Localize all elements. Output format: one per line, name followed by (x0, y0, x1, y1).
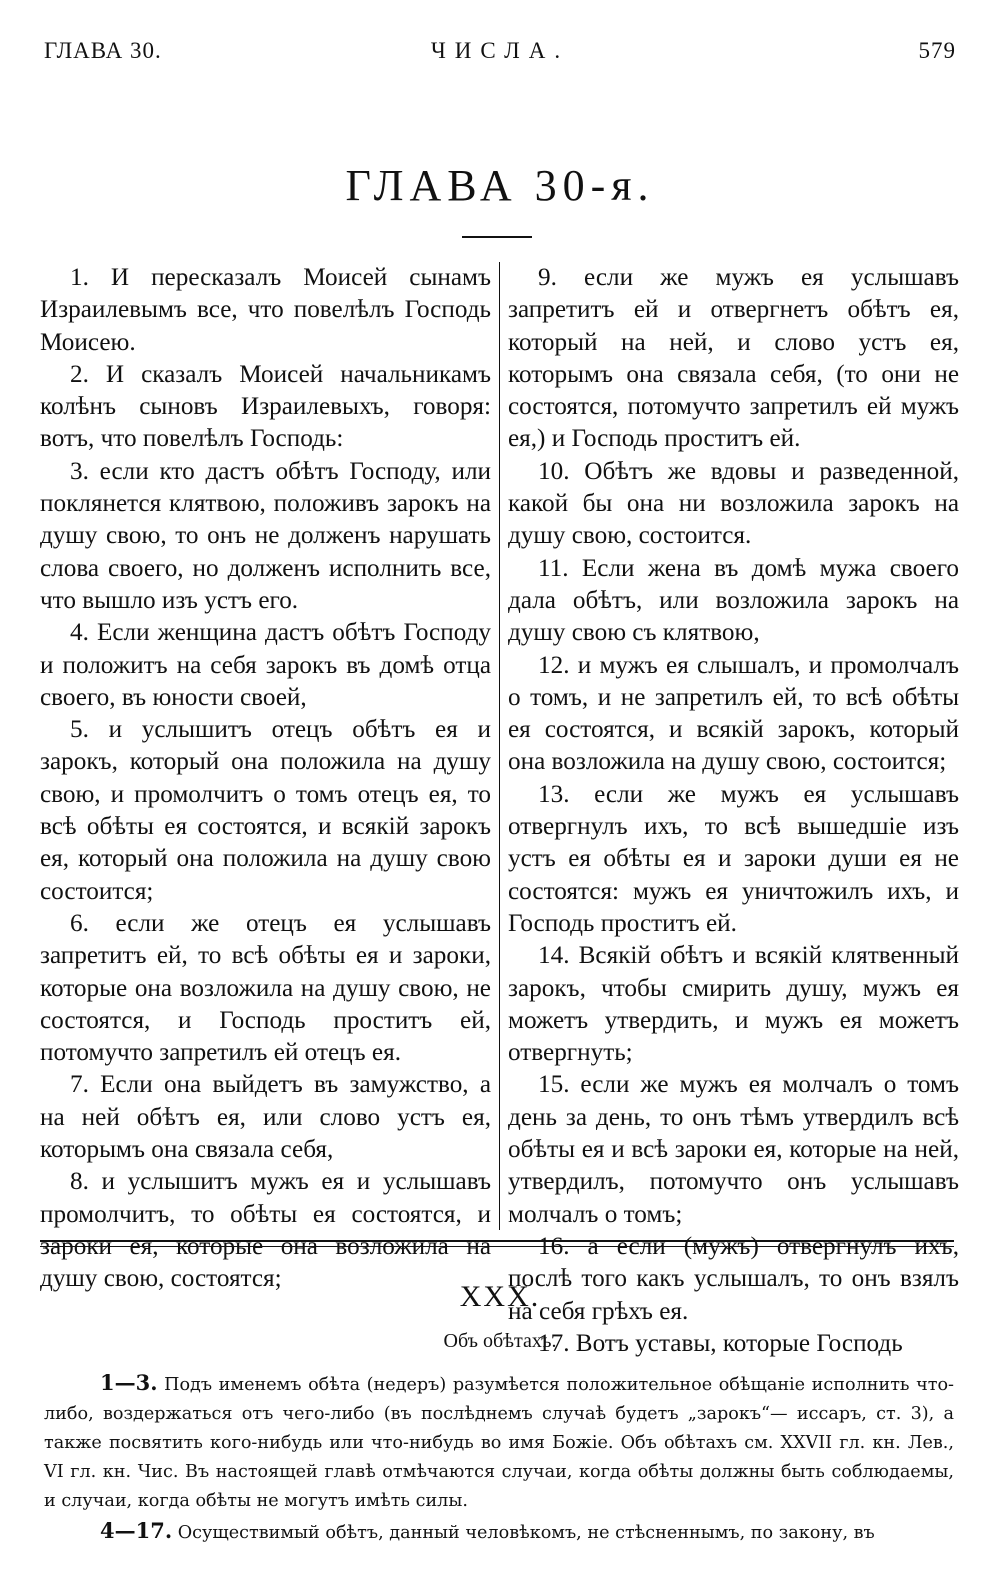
footnote-rule (40, 1240, 954, 1242)
commentary-subheading: Объ обѣтахъ. (443, 1330, 557, 1352)
commentary-body (44, 1368, 954, 1548)
verse-12: 12. и мужъ ея слышалъ, и промолчалъ о томъ, и не запретилъ ей, то всѣ обѣты ея состоятся, и всякій зарокъ, который она возложила на душу свою, состоится; (508, 651, 959, 776)
verse-3: 3. если кто дастъ обѣтъ Господу, или поклянется клятвою, положивъ зарокъ на душу свою, то онъ не долженъ нарушать слова своего, но долженъ исполнить все, что вышло изъ устъ его. (40, 457, 491, 614)
running-head (44, 38, 956, 68)
page-number: 579 (918, 38, 956, 63)
verse-17: 17. Вотъ уставы, которые Господь (538, 1329, 903, 1357)
running-head-chapter: ГЛАВА 30. (44, 38, 162, 63)
verse-11: 11. Если жена въ домѣ мужа своего дала обѣтъ, или возложила зарокъ на душу свою съ клятвою, (508, 554, 959, 647)
verse-7: 7. Если она выйдетъ въ замужство, а на ней обѣтъ ея, или слово устъ ея, которымъ она связала себя, (40, 1071, 491, 1164)
verse-column-right (508, 262, 959, 1360)
verse-1: 1. И пересказалъ Моисей сынамъ Израилевымъ все, что повелѣлъ Господь Моисею. (40, 264, 491, 356)
commentary-heading: XXX. (459, 1280, 541, 1313)
commentary-text: Подъ именемъ обѣта (недеръ) разумѣется положительное обѣщаніе исполнить что-либо, воздержаться отъ чего-либо (въ послѣднемъ случаѣ будетъ „зарокъ“— иссаръ, ст. 3), а также посвятить кого-нибудь или что-нибудь во имя Божіе. Объ обѣтахъ см. XXVII гл. кн. Лев., VI гл. кн. Чис. Въ настоящей главѣ отмѣчаются случаи, когда обѣты должны быть соблюдаемы, и случаи, когда обѣты не могутъ имѣть силы. (44, 1375, 954, 1511)
verse-10: 10. Обѣтъ же вдовы и разведенной, какой бы она ни возложила зарокъ на душу свою, состоится. (508, 457, 959, 550)
commentary-ref: 4—17. (100, 1518, 173, 1543)
verse-column-left (40, 262, 491, 1296)
commentary-ref: 1—3. (100, 1370, 158, 1395)
commentary-text: Осуществимый обѣтъ, данный человѣкомъ, не стѣсненнымъ, по закону, въ (177, 1523, 875, 1543)
chapter-title: ГЛАВА 30-я. (345, 161, 655, 210)
commentary-paragraph (44, 1368, 954, 1516)
verse-8: 8. и услышитъ мужъ ея и услышавъ промолчитъ, то обѣты ея состоятся, и зароки ея, которые она возложила на душу свою, состоятся; (40, 1168, 491, 1293)
verse-16: 16. а если (мужъ) отвергнулъ ихъ, послѣ того какъ услышалъ, то онъ взялъ на себя грѣхъ ея. (508, 1232, 959, 1325)
footnote-rule-thin (40, 1246, 954, 1247)
verse-5: 5. и услышитъ отецъ обѣтъ ея и зарокъ, который она положила на душу свою, и промолчитъ о томъ отецъ ея, то всѣ обѣты ея состоятся, и всякій зарокъ ея, который она положила на душу свою состоится; (40, 716, 491, 905)
running-head-book: ЧИСЛА. (430, 38, 570, 63)
column-divider (499, 262, 500, 1230)
verse-9: 9. если же мужъ ея услышавъ запретитъ ей и отвергнетъ обѣтъ ея, который на ней, и слово устъ ея, которымъ она связала себя, (то они не состоятся, потомучто запретилъ ей мужъ ея,) и Господь проститъ ей. (508, 264, 959, 453)
commentary-paragraph (44, 1516, 954, 1548)
verse-2: 2. И сказалъ Моисей начальникамъ колѣнъ сыновъ Израилевыхъ, говоря: вотъ, что повелѣлъ Господь: (40, 360, 491, 453)
verse-6: 6. если же отецъ ея услышавъ запретитъ ей, то всѣ обѣты ея и зароки, которые она возложила на душу свою, не состоятся, и Господь проститъ ей, потомучто запретилъ ей отецъ ея. (40, 909, 491, 1067)
verse-15: 15. если же мужъ ея молчалъ о томъ день за день, то онъ тѣмъ утвердилъ всѣ обѣты ея и всѣ зароки ея, которые на ней, утвердилъ, потомучто онъ услышавъ молчалъ о томъ; (508, 1071, 959, 1228)
verse-14: 14. Всякій обѣтъ и всякій клятвенный зарокъ, чтобы смирить душу, мужъ ея можетъ утвердить, и мужъ ея можетъ отвергнуть; (508, 942, 959, 1067)
verse-4: 4. Если женщина дастъ обѣтъ Господу и положитъ на себя зарокъ въ домѣ отца своего, въ юности своей, (40, 619, 491, 711)
title-rule (462, 236, 532, 238)
verse-13: 13. если же мужъ ея услышавъ отвергнулъ ихъ, то всѣ вышедшіе изъ устъ ея обѣты ея и зароки души ея не состоятся: мужъ ея уничтожилъ ихъ, и Господь проститъ ей. (508, 780, 959, 937)
